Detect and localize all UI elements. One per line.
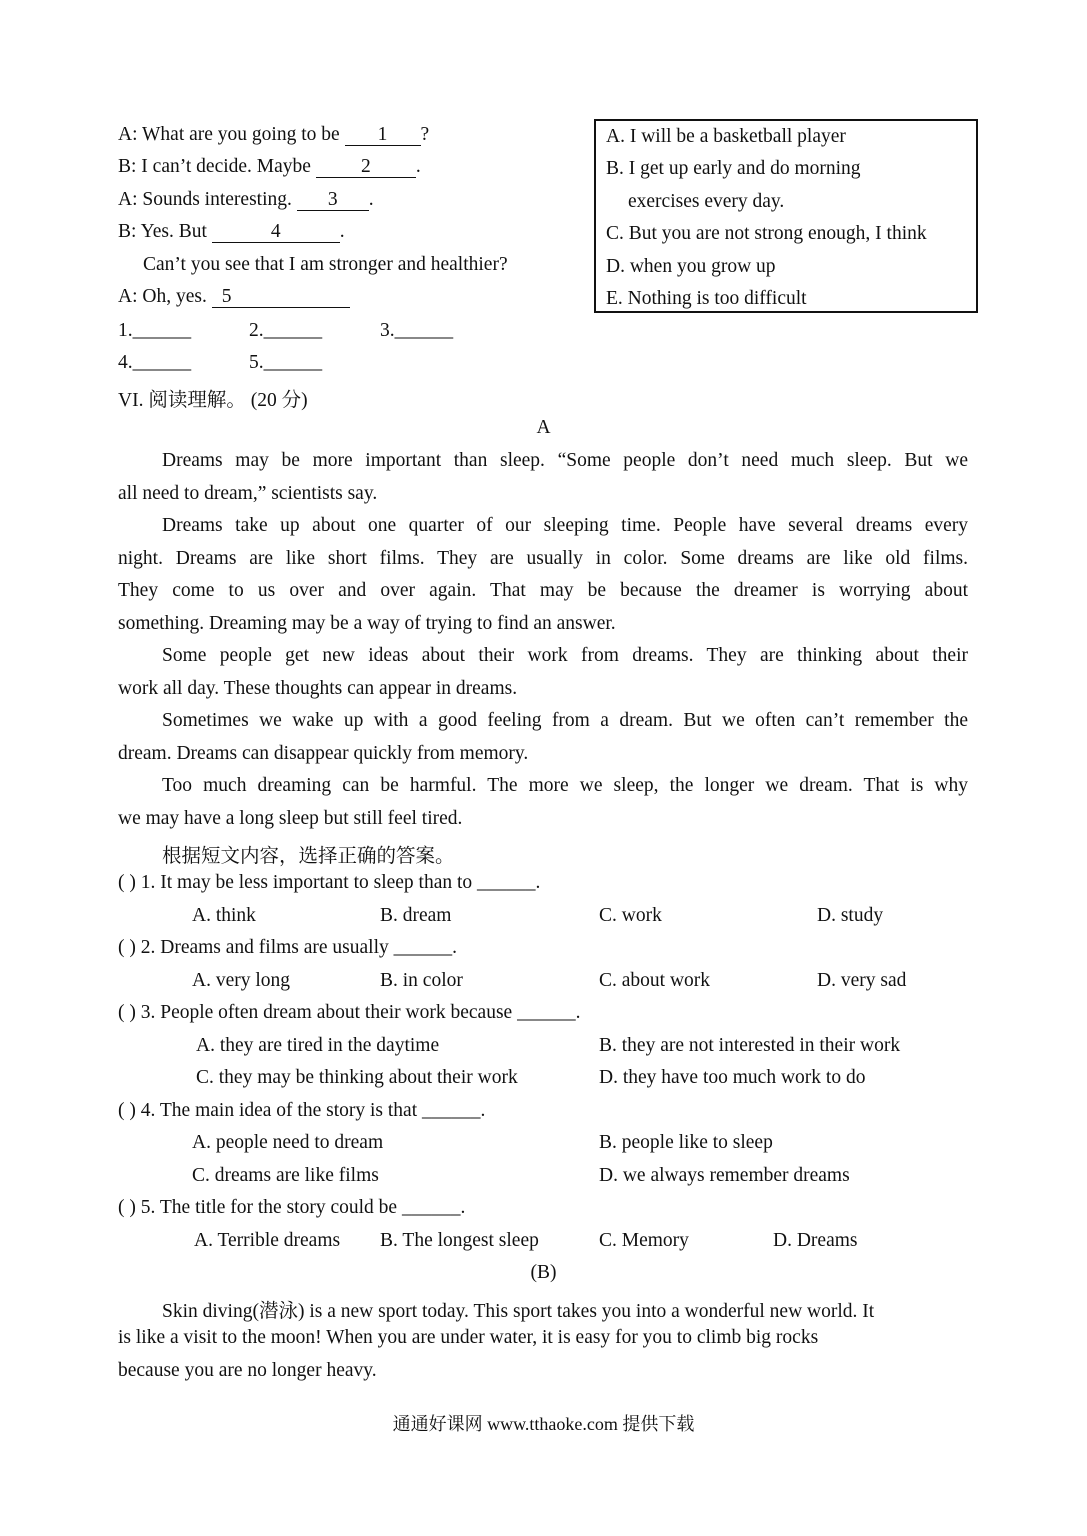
blank-3[interactable]: 3 — [297, 190, 369, 211]
passage-a-paragraph-2 — [118, 510, 968, 640]
q2-option-b[interactable]: B. in color — [380, 970, 463, 991]
paragraph-line: Dreams may be more important than sleep. “Some people don’t need much sleep. But we — [162, 450, 968, 471]
dialogue-line-6: A: Oh, yes. 5 — [118, 286, 350, 308]
q1-option-b[interactable]: B. dream — [380, 905, 452, 926]
question-2[interactable]: ( ) 2. Dreams and films are usually ______. — [118, 937, 458, 958]
option-b-continued: exercises every day. — [628, 191, 785, 212]
passage-b-line: because you are no longer heavy. — [118, 1360, 377, 1381]
paragraph-line: Sometimes we wake up with a good feeling from a dream. But we often can’t remember the — [162, 710, 968, 731]
paragraph-line: we may have a long sleep but still feel tired. — [118, 807, 463, 829]
q1-option-d[interactable]: D. study — [817, 905, 884, 926]
question-3[interactable]: ( ) 3. People often dream about their work because ______. — [118, 1002, 581, 1023]
q4-option-c[interactable]: C. dreams are like films — [192, 1165, 379, 1186]
q3-option-a[interactable]: A. they are tired in the daytime — [196, 1035, 440, 1056]
passage-a-paragraph-5 — [118, 770, 968, 835]
dialogue-line-1: A: What are you going to be 1 ? — [118, 124, 430, 145]
passage-a-label: A — [536, 417, 551, 438]
q4-option-b[interactable]: B. people like to sleep — [599, 1132, 773, 1153]
option-a: A. I will be a basketball player — [606, 126, 846, 147]
blank-1[interactable]: 1 — [345, 125, 421, 146]
q2-option-a[interactable]: A. very long — [192, 970, 291, 991]
option-c: C. But you are not strong enough, I think — [606, 223, 927, 244]
option-d: D. when you grow up — [606, 256, 776, 277]
paragraph-line: all need to dream,” scientists say. — [118, 482, 378, 504]
q5-option-b[interactable]: B. The longest sleep — [380, 1230, 539, 1251]
dialogue-line-3: A: Sounds interesting. 3 . — [118, 189, 374, 210]
paragraph-line: They come to us over and over again. That may be because the dreamer is worrying about — [118, 580, 968, 602]
blank-5[interactable]: 5 — [212, 287, 350, 308]
paragraph-line: Dreams take up about one quarter of our sleeping time. People have several dreams every — [162, 515, 968, 536]
question-5[interactable]: ( ) 5. The title for the story could be ______. — [118, 1197, 466, 1218]
section-title: VI. 阅读理解。 (20 分) — [118, 390, 308, 411]
blank-2[interactable]: 2 — [316, 157, 416, 178]
paragraph-line: work all day. These thoughts can appear in dreams. — [118, 677, 518, 699]
passage-b-line: Skin diving(潜泳) is a new sport today. This sport takes you into a wonderful new world. It — [162, 1301, 875, 1322]
passage-b-line: is like a visit to the moon! When you are under water, it is easy for you to climb big rocks — [118, 1327, 819, 1348]
passage-a-paragraph-3 — [118, 640, 968, 705]
q3-option-c[interactable]: C. they may be thinking about their work — [196, 1067, 518, 1088]
q3-option-d[interactable]: D. they have too much work to do — [599, 1067, 866, 1088]
q1-option-c[interactable]: C. work — [599, 905, 662, 926]
question-1[interactable]: ( ) 1. It may be less important to sleep than to ______. — [118, 872, 541, 893]
answer-blank-3[interactable]: 3.______ — [380, 320, 454, 341]
instruction: 根据短文内容，选择正确的答案。 — [162, 846, 455, 867]
dialogue-line-2: B: I can’t decide. Maybe 2 . — [118, 156, 421, 177]
option-e: E. Nothing is too difficult — [606, 288, 807, 309]
q4-option-d[interactable]: D. we always remember dreams — [599, 1165, 850, 1186]
q3-option-b[interactable]: B. they are not interested in their work — [599, 1035, 901, 1056]
answer-blank-2[interactable]: 2.______ — [249, 320, 323, 341]
passage-b-label: (B) — [530, 1262, 557, 1283]
dialogue-line-4: B: Yes. But 4 . — [118, 221, 345, 242]
blank-4[interactable]: 4 — [212, 222, 340, 243]
paragraph-line: something. Dreaming may be a way of trying to find an answer. — [118, 612, 616, 634]
q5-option-d[interactable]: D. Dreams — [773, 1230, 858, 1251]
answer-blank-1[interactable]: 1.______ — [118, 320, 192, 341]
q5-option-a[interactable]: A. Terrible dreams — [194, 1230, 341, 1251]
q4-option-a[interactable]: A. people need to dream — [192, 1132, 384, 1153]
q2-option-d[interactable]: D. very sad — [817, 970, 907, 991]
answer-blank-4[interactable]: 4.______ — [118, 352, 192, 373]
footer-text: 通通好课网 www.tthaoke.com 提供下载 — [392, 1414, 695, 1434]
q2-option-c[interactable]: C. about work — [599, 970, 711, 991]
question-4[interactable]: ( ) 4. The main idea of the story is that ______. — [118, 1100, 486, 1121]
paragraph-line: night. Dreams are like short films. They are usually in color. Some dreams are like old films. — [118, 547, 968, 569]
dialogue-line-5: Can’t you see that I am stronger and healthier? — [143, 254, 508, 275]
paragraph-line: Too much dreaming can be harmful. The more we sleep, the longer we dream. That is why — [162, 775, 968, 796]
option-b: B. I get up early and do morning — [606, 158, 861, 179]
paragraph-line: Some people get new ideas about their work from dreams. They are thinking about their — [162, 645, 968, 666]
q1-option-a[interactable]: A. think — [192, 905, 256, 926]
options-box — [594, 119, 978, 313]
paragraph-line: dream. Dreams can disappear quickly from memory. — [118, 742, 529, 764]
passage-a-paragraph-1 — [118, 445, 968, 510]
q5-option-c[interactable]: C. Memory — [599, 1230, 689, 1251]
passage-a-paragraph-4 — [118, 705, 968, 770]
answer-blank-5[interactable]: 5.______ — [249, 352, 323, 373]
